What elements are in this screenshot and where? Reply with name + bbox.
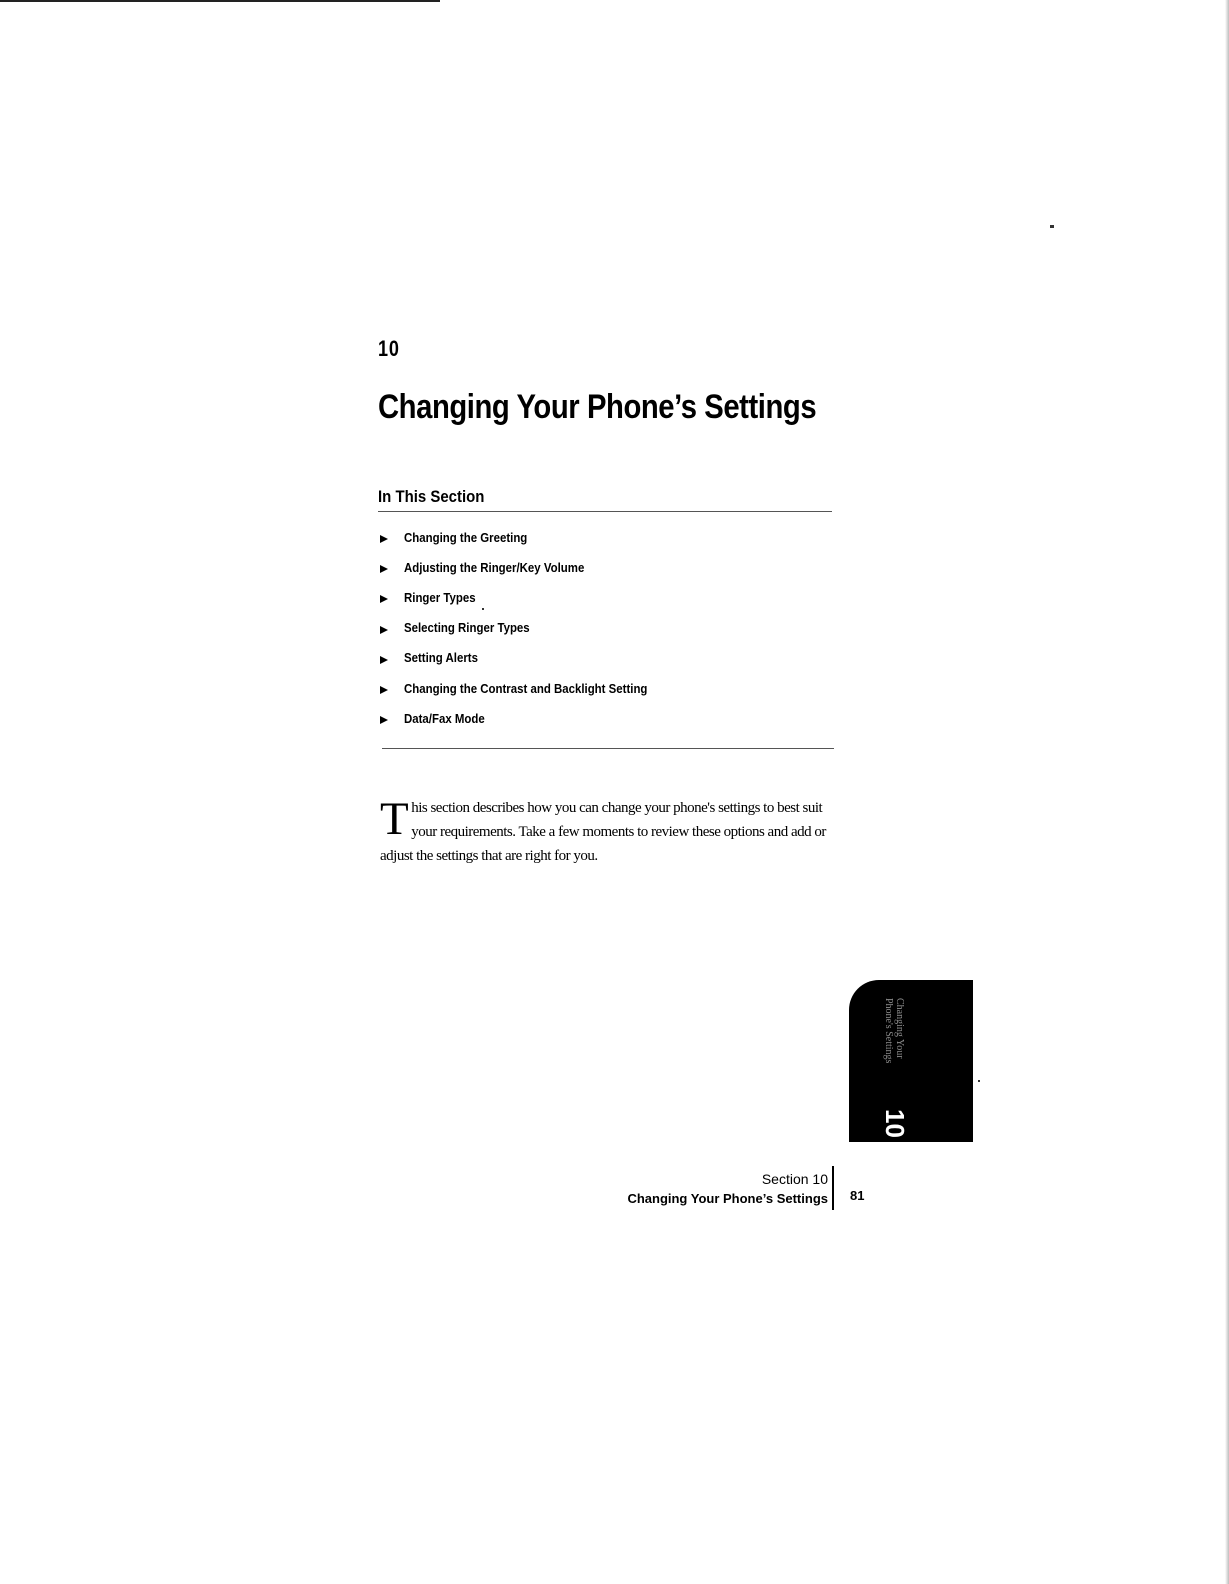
chapter-side-tab — [849, 980, 973, 1142]
side-tab-number: 10 — [879, 1109, 910, 1138]
toc-heading: In This Section — [378, 487, 485, 506]
page-footer — [627, 1169, 828, 1209]
scan-speck — [1050, 225, 1054, 228]
toc-item — [380, 613, 681, 643]
footer-divider — [832, 1166, 834, 1210]
toc-item-label: Ringer Types — [404, 589, 476, 605]
toc-item-label: Data/Fax Mode — [404, 710, 485, 726]
triangle-bullet-icon — [380, 595, 388, 603]
scan-speck — [482, 608, 484, 610]
triangle-bullet-icon — [380, 716, 388, 724]
toc-item — [380, 552, 681, 582]
page-number: 81 — [850, 1188, 865, 1203]
toc-item-label: Setting Alerts — [404, 650, 478, 666]
toc-item — [380, 643, 681, 673]
intro-text: his section describes how you can change your phone's settings to best suit your requirements. Take a few moments to review these options and add or adjust the settings that are right for you. — [380, 800, 826, 864]
page-title: Changing Your Phone’s Settings — [378, 388, 817, 426]
chapter-number: 10 — [378, 336, 400, 361]
toc-bottom-divider — [382, 748, 834, 749]
toc-item — [380, 703, 681, 733]
toc-top-divider — [378, 511, 832, 512]
triangle-bullet-icon — [380, 626, 388, 634]
intro-paragraph — [380, 793, 850, 868]
scan-right-edge — [1225, 0, 1229, 1584]
toc-item-label: Changing the Contrast and Backlight Setting — [404, 680, 648, 696]
toc-item — [380, 673, 681, 703]
drop-cap: T — [380, 793, 409, 845]
toc-item-label: Selecting Ringer Types — [404, 620, 530, 636]
toc-item — [380, 522, 681, 552]
triangle-bullet-icon — [380, 535, 388, 543]
footer-title: Changing Your Phone’s Settings — [627, 1191, 828, 1206]
scan-speck — [978, 1080, 980, 1082]
triangle-bullet-icon — [380, 656, 388, 664]
triangle-bullet-icon — [380, 565, 388, 573]
toc-item-label: Changing the Greeting — [404, 529, 528, 545]
triangle-bullet-icon — [380, 686, 388, 694]
side-tab-label: Changing Your Phone's Settings — [883, 998, 905, 1064]
toc-list — [380, 522, 681, 733]
toc-item-label: Adjusting the Ringer/Key Volume — [404, 559, 585, 575]
toc-item — [380, 582, 681, 612]
footer-section: Section 10 — [761, 1171, 828, 1187]
scan-edge-line — [0, 0, 440, 2]
